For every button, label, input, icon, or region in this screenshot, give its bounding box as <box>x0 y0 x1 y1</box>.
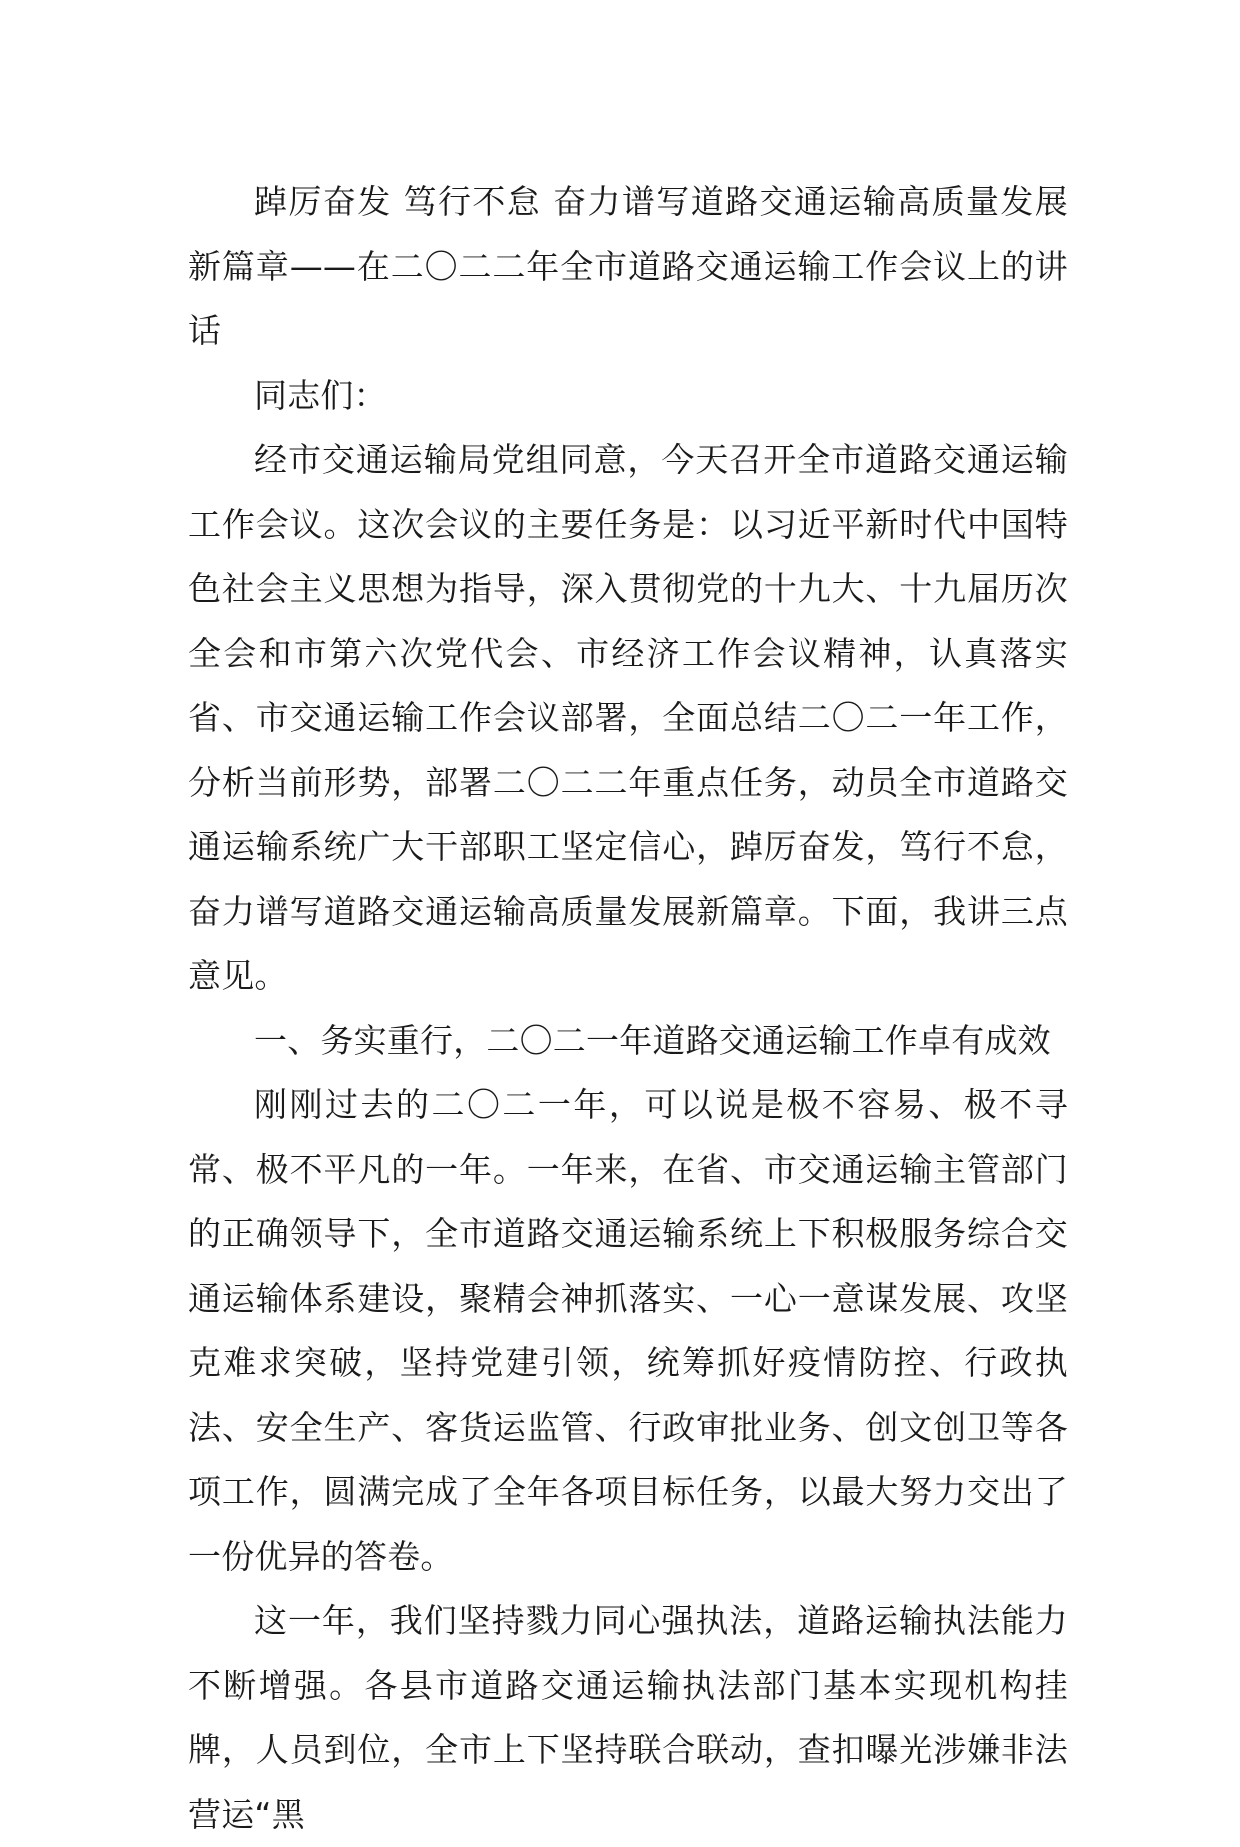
speech-title: 踔厉奋发 笃行不怠 奋力谱写道路交通运输高质量发展新篇章——在二〇二二年全市道路交通运输工作会议上的讲话 <box>188 182 1068 350</box>
body-paragraph: 经市交通运输局党组同意，今天召开全市道路交通运输工作会议。这次会议的主要任务是：以习近平新时代中国特色社会主义思想为指导，深入贯彻党的十九大、十九届历次全会和市第六次党代会、市经济工作会议精神，认真落实省、市交通运输工作会议部署，全面总结二〇二一年工作，分析当前形势，部署二〇二二年重点任务，动员全市道路交通运输系统广大干部职工坚定信心，踔厉奋发，笃行不怠，奋力谱写道路交通运输高质量发展新篇章。下面，我讲三点意见。 <box>188 440 1068 995</box>
document-body <box>188 170 1068 1847</box>
body-paragraph: 刚刚过去的二〇二一年，可以说是极不容易、极不寻常、极不平凡的一年。一年来，在省、市交通运输主管部门的正确领导下，全市道路交通运输系统上下积极服务综合交通运输体系建设，聚精会神抓落实、一心一意谋发展、攻坚克难求突破，坚持党建引领，统筹抓好疫情防控、行政执法、安全生产、客货运监管、行政审批业务、创文创卫等各项工作，圆满完成了全年各项目标任务，以最大努力交出了一份优异的答卷。 <box>188 1085 1068 1576</box>
body-paragraph: 这一年，我们坚持戮力同心强执法，道路运输执法能力不断增强。各县市道路交通运输执法部门基本实现机构挂牌，人员到位，全市上下坚持联合联动，查扣曝光涉嫌非法营运“黑 <box>188 1601 1068 1834</box>
salutation: 同志们： <box>254 375 387 415</box>
section-heading: 一、务实重行，二〇二一年道路交通运输工作卓有成效 <box>254 1020 1051 1060</box>
